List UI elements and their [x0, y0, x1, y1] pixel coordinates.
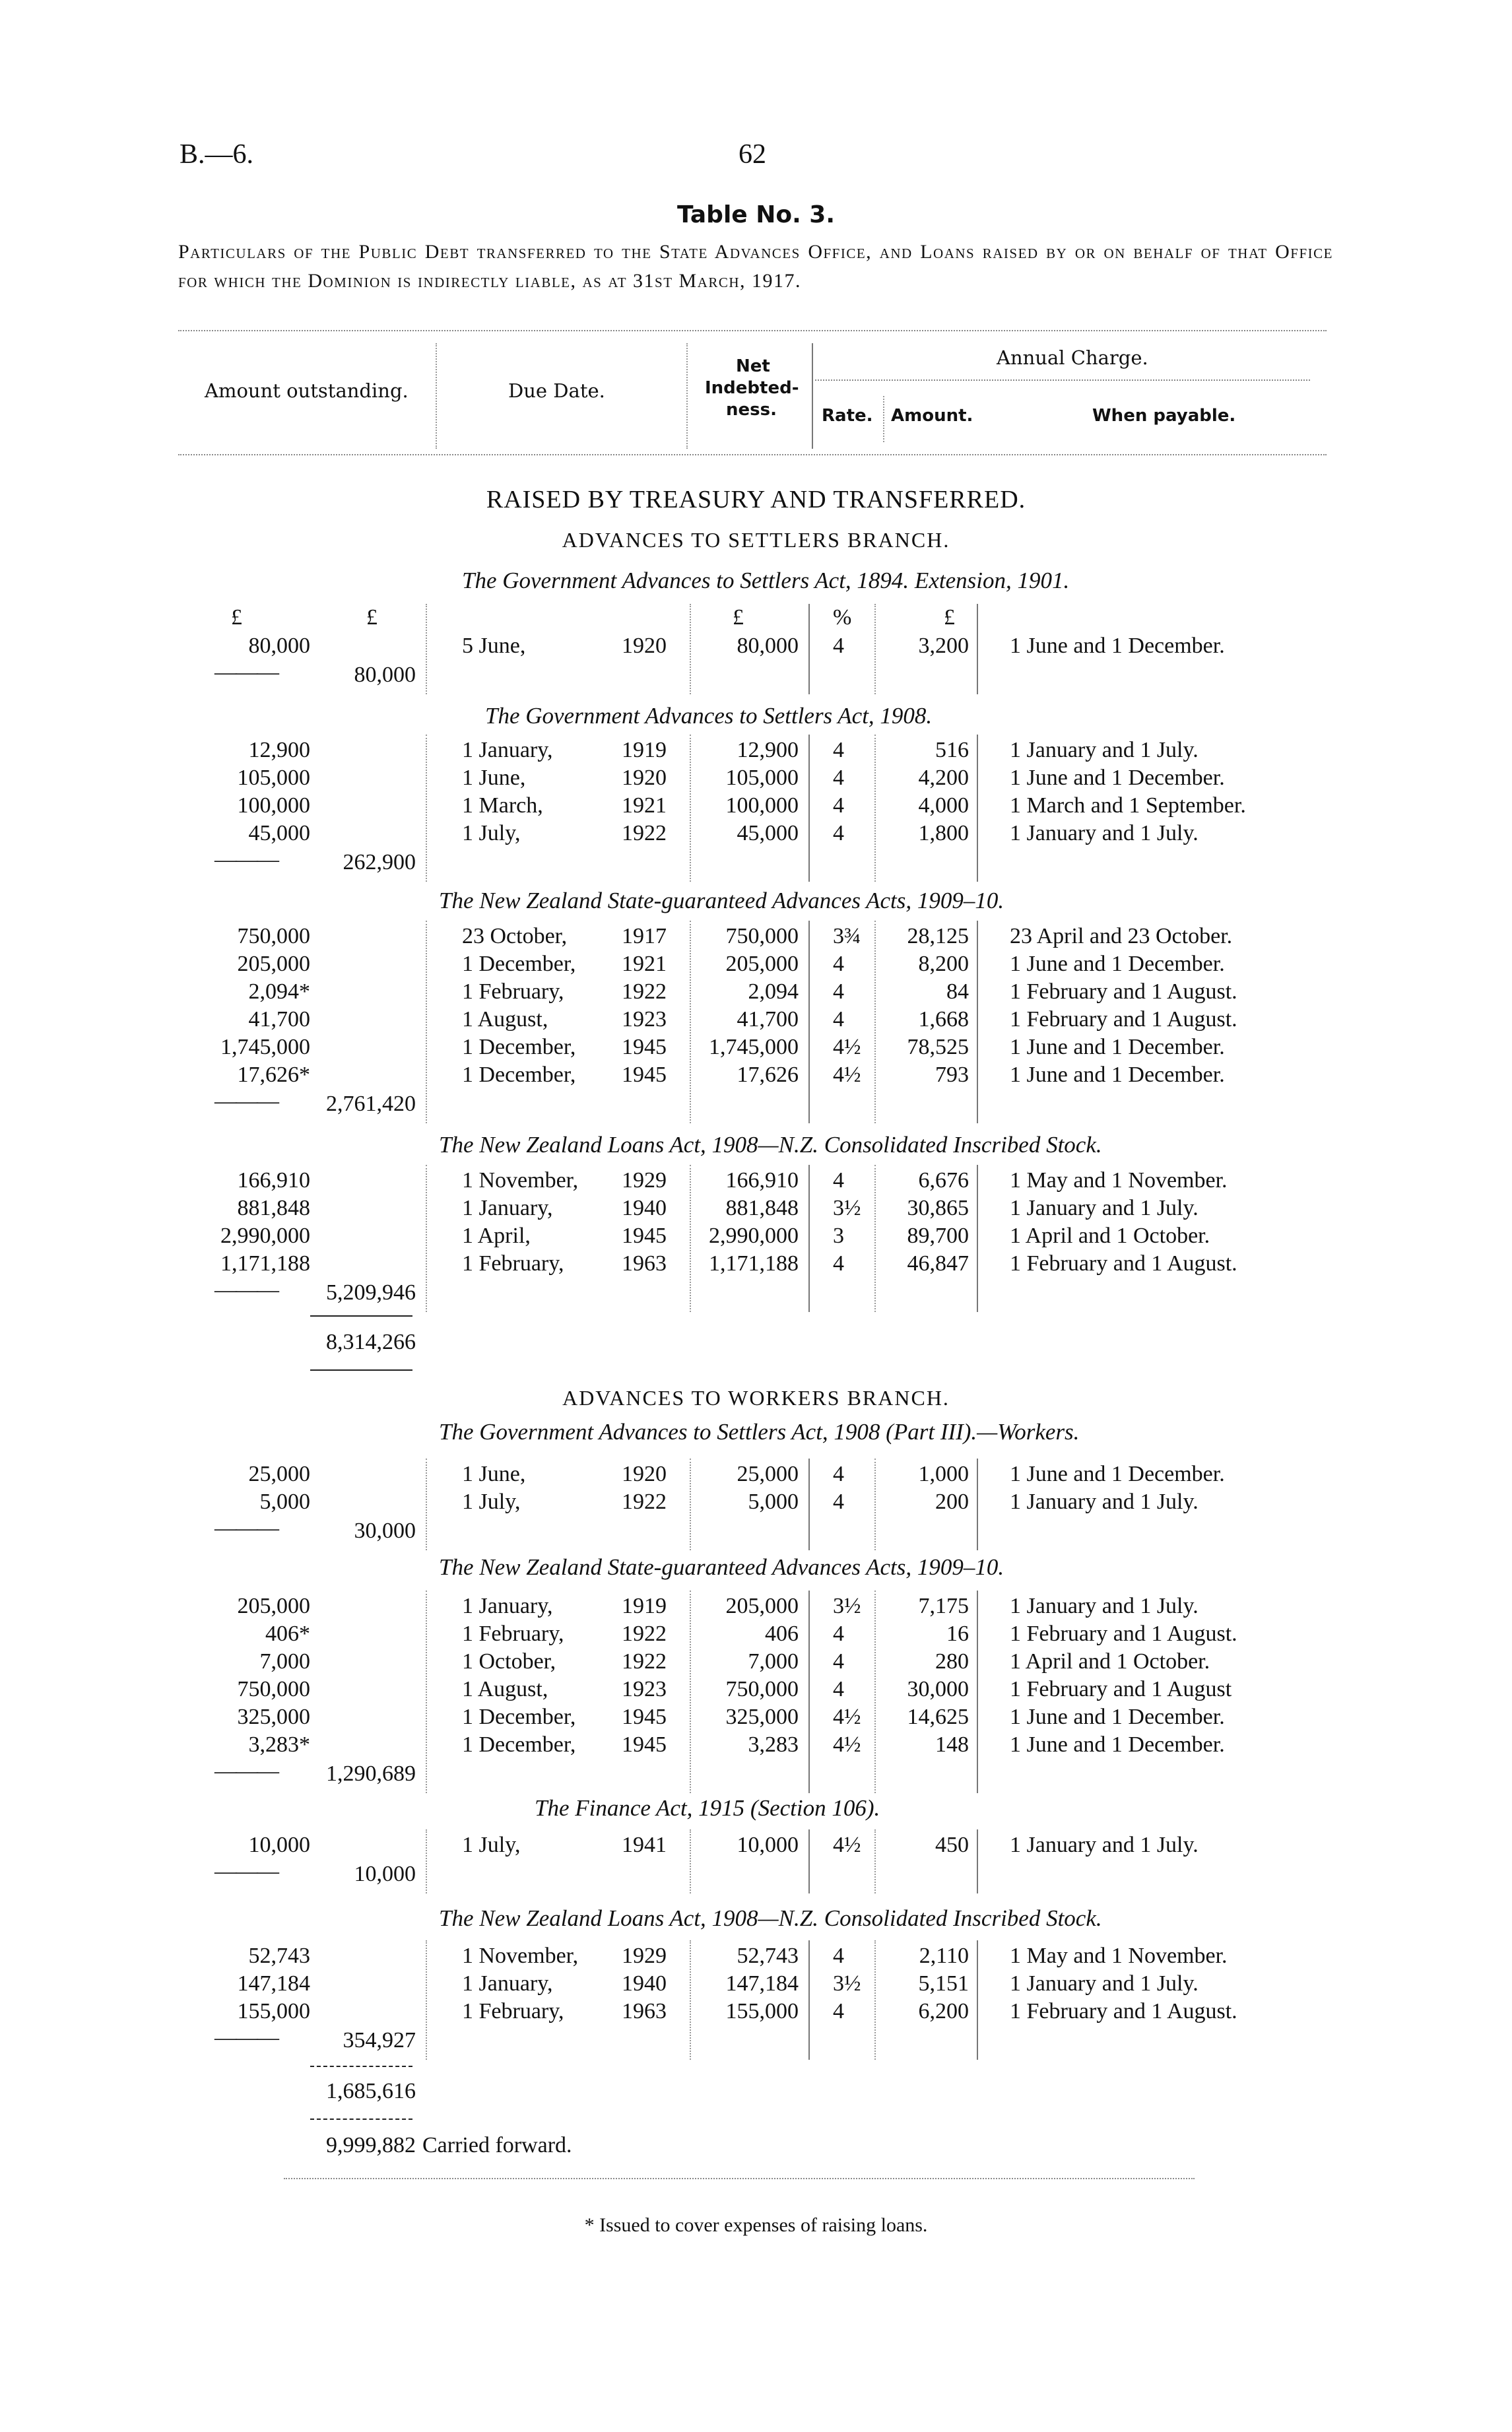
interest-rate: 4 — [833, 1677, 844, 1701]
section-subtotal: 10,000 — [354, 1862, 416, 1886]
amount-outstanding: 10,000 — [248, 1833, 310, 1857]
section-subtotal: 354,927 — [343, 2028, 416, 2053]
due-date: 1 June, — [462, 766, 526, 790]
due-date: 1 December, — [462, 1705, 576, 1729]
due-year: 1919 — [622, 1594, 667, 1618]
when-payable: 1 June and 1 December. — [1010, 1063, 1225, 1087]
column-divider — [977, 1829, 978, 1893]
due-date: 1 November, — [462, 1944, 579, 1968]
due-year: 1922 — [622, 979, 667, 1004]
column-divider — [808, 735, 810, 882]
due-date: 1 December, — [462, 952, 576, 976]
page-number: 62 — [739, 139, 766, 170]
amount-outstanding: 406* — [265, 1622, 310, 1646]
col-amount-outstanding: Amount outstanding. — [205, 379, 409, 402]
due-year: 1963 — [622, 1999, 667, 2023]
when-payable: 1 February and 1 August. — [1010, 1007, 1237, 1032]
annual-amount: 89,700 — [907, 1224, 969, 1248]
column-divider — [977, 604, 978, 694]
settlers-total-underline — [310, 1369, 412, 1371]
when-payable: 1 June and 1 December. — [1010, 952, 1225, 976]
column-divider — [426, 921, 427, 1123]
header-divider — [883, 396, 884, 442]
interest-rate: 4 — [833, 952, 844, 976]
net-indebtedness: 325,000 — [725, 1705, 799, 1729]
column-divider — [874, 735, 876, 882]
section-subtotal: 2,761,420 — [326, 1092, 416, 1116]
annual-amount: 30,865 — [907, 1196, 969, 1220]
when-payable: 1 March and 1 September. — [1010, 793, 1246, 818]
interest-rate: 4 — [833, 979, 844, 1004]
annual-amount: 46,847 — [907, 1251, 969, 1276]
column-divider — [977, 735, 978, 882]
when-payable: 23 April and 23 October. — [1010, 924, 1233, 948]
header-divider — [436, 343, 437, 449]
amount-outstanding: 750,000 — [237, 924, 310, 948]
due-year: 1919 — [622, 738, 667, 762]
due-date: 1 January, — [462, 738, 553, 762]
pound-symbol: £ — [944, 605, 955, 630]
when-payable: 1 February and 1 August. — [1010, 979, 1237, 1004]
subtotal-dash: ——— — [214, 1516, 278, 1540]
interest-rate: 4 — [833, 821, 844, 845]
settlers-total-rule — [310, 1315, 412, 1317]
net-indebtedness: 45,000 — [737, 821, 799, 845]
due-year: 1922 — [622, 1490, 667, 1514]
net-indebtedness: 166,910 — [725, 1168, 799, 1193]
column-divider — [874, 1829, 876, 1893]
when-payable: 1 June and 1 December. — [1010, 1705, 1225, 1729]
due-date: 1 February, — [462, 1251, 564, 1276]
net-indebtedness: 2,990,000 — [709, 1224, 799, 1248]
interest-rate: 4 — [833, 1999, 844, 2023]
annual-amount: 78,525 — [907, 1035, 969, 1059]
column-divider — [874, 604, 876, 694]
column-divider — [690, 1165, 691, 1312]
net-indebtedness: 406 — [765, 1622, 799, 1646]
section-subtotal: 30,000 — [354, 1519, 416, 1543]
column-divider — [690, 921, 691, 1123]
when-payable: 1 June and 1 December. — [1010, 1035, 1225, 1059]
act-heading: The Government Advances to Settlers Act, 1894. Extension, 1901. — [462, 568, 1070, 593]
interest-rate: 4 — [833, 1622, 844, 1646]
workers-total-underline — [310, 2119, 412, 2120]
column-divider — [808, 1459, 810, 1550]
net-indebtedness: 7,000 — [748, 1649, 799, 1674]
annual-amount: 14,625 — [907, 1705, 969, 1729]
workers-branch-total: 1,685,616 — [326, 2079, 416, 2103]
amount-outstanding: 7,000 — [259, 1649, 310, 1674]
annual-amount: 148 — [935, 1732, 969, 1757]
table-number: Table No. 3. — [676, 201, 836, 228]
amount-outstanding: 41,700 — [248, 1007, 310, 1032]
amount-outstanding: 1,171,188 — [220, 1251, 310, 1276]
col-net-1: Net — [736, 356, 770, 376]
column-divider — [808, 1829, 810, 1893]
when-payable: 1 May and 1 November. — [1010, 1168, 1228, 1193]
amount-outstanding: 147,184 — [237, 1971, 310, 1996]
amount-outstanding: 1,745,000 — [220, 1035, 310, 1059]
main-title: RAISED BY TREASURY AND TRANSFERRED. — [486, 486, 1026, 513]
when-payable: 1 June and 1 December. — [1010, 1732, 1225, 1757]
amount-outstanding: 100,000 — [237, 793, 310, 818]
net-indebtedness: 205,000 — [725, 952, 799, 976]
when-payable: 1 February and 1 August. — [1010, 1622, 1237, 1646]
interest-rate: 3½ — [833, 1971, 861, 1996]
amount-outstanding: 166,910 — [237, 1168, 310, 1193]
document-code: B.—6. — [180, 139, 254, 170]
branch-title-workers: ADVANCES TO WORKERS BRANCH. — [562, 1386, 950, 1410]
column-divider — [977, 921, 978, 1123]
due-year: 1920 — [622, 1462, 667, 1486]
subtotal-dash: ——— — [214, 1859, 278, 1884]
column-divider — [874, 921, 876, 1123]
net-indebtedness: 100,000 — [725, 793, 799, 818]
due-year: 1929 — [622, 1168, 667, 1193]
subtotal-dash: ——— — [214, 1278, 278, 1302]
annual-amount: 4,000 — [918, 793, 969, 818]
annual-amount: 6,676 — [918, 1168, 969, 1193]
amount-outstanding: 881,848 — [237, 1196, 310, 1220]
amount-outstanding: 25,000 — [248, 1462, 310, 1486]
net-indebtedness: 3,283 — [748, 1732, 799, 1757]
annual-amount: 2,110 — [919, 1944, 969, 1968]
column-divider — [426, 1940, 427, 2060]
when-payable: 1 January and 1 July. — [1010, 1971, 1199, 1996]
annual-amount: 3,200 — [918, 634, 969, 658]
column-divider — [977, 1165, 978, 1312]
due-year: 1941 — [622, 1833, 667, 1857]
carried-forward-label: Carried forward. — [422, 2133, 572, 2157]
subtotal-dash: ——— — [214, 2025, 278, 2050]
annual-amount: 5,151 — [918, 1971, 969, 1996]
annual-amount: 450 — [935, 1833, 969, 1857]
column-divider — [874, 1459, 876, 1550]
due-year: 1940 — [622, 1971, 667, 1996]
pound-symbol: £ — [231, 605, 242, 630]
interest-rate: 4 — [833, 1944, 844, 1968]
net-indebtedness: 12,900 — [737, 738, 799, 762]
amount-outstanding: 45,000 — [248, 821, 310, 845]
annual-amount: 16 — [946, 1622, 969, 1646]
net-indebtedness: 25,000 — [737, 1462, 799, 1486]
due-year: 1923 — [622, 1007, 667, 1032]
annual-amount: 7,175 — [918, 1594, 969, 1618]
due-year: 1945 — [622, 1732, 667, 1757]
column-divider — [426, 1459, 427, 1550]
column-divider — [808, 604, 810, 694]
when-payable: 1 January and 1 July. — [1010, 1196, 1199, 1220]
when-payable: 1 April and 1 October. — [1010, 1649, 1210, 1674]
net-indebtedness: 750,000 — [725, 924, 799, 948]
amount-outstanding: 80,000 — [248, 634, 310, 658]
net-indebtedness: 1,745,000 — [709, 1035, 799, 1059]
due-date: 1 December, — [462, 1035, 576, 1059]
due-date: 1 October, — [462, 1649, 556, 1674]
due-date: 1 February, — [462, 1999, 564, 2023]
net-indebtedness: 155,000 — [725, 1999, 799, 2023]
when-payable: 1 January and 1 July. — [1010, 1594, 1199, 1618]
amount-outstanding: 17,626* — [237, 1063, 310, 1087]
annual-amount: 1,000 — [918, 1462, 969, 1486]
due-year: 1921 — [622, 952, 667, 976]
net-indebtedness: 17,626 — [737, 1063, 799, 1087]
when-payable: 1 February and 1 August. — [1010, 1999, 1237, 2023]
when-payable: 1 June and 1 December. — [1010, 634, 1225, 658]
column-divider — [426, 1591, 427, 1793]
due-date: 1 June, — [462, 1462, 526, 1486]
interest-rate: 4 — [833, 766, 844, 790]
when-payable: 1 June and 1 December. — [1010, 766, 1225, 790]
due-date: 1 July, — [462, 1833, 521, 1857]
net-indebtedness: 1,171,188 — [709, 1251, 799, 1276]
workers-total-rule — [310, 2066, 412, 2067]
subtotal-dash: ——— — [214, 660, 278, 684]
header-bottom-rule — [178, 454, 1327, 455]
annual-amount: 793 — [935, 1063, 969, 1087]
when-payable: 1 February and 1 August — [1010, 1677, 1232, 1701]
when-payable: 1 January and 1 July. — [1010, 821, 1199, 845]
due-year: 1921 — [622, 793, 667, 818]
net-indebtedness: 750,000 — [725, 1677, 799, 1701]
interest-rate: 4½ — [833, 1705, 861, 1729]
amount-outstanding: 3,283* — [248, 1732, 310, 1757]
column-divider — [426, 604, 427, 694]
annual-amount: 200 — [935, 1490, 969, 1514]
branch-title-settlers: ADVANCES TO SETTLERS BRANCH. — [562, 528, 950, 552]
interest-rate: 4 — [833, 793, 844, 818]
annual-charge-rule — [815, 379, 1310, 381]
header-top-rule — [178, 330, 1327, 331]
act-heading: The New Zealand Loans Act, 1908—N.Z. Consolidated Inscribed Stock. — [439, 1905, 1102, 1931]
interest-rate: 4 — [833, 634, 844, 658]
annual-amount: 1,800 — [918, 821, 969, 845]
col-rate: Rate. — [822, 406, 873, 426]
column-divider — [690, 604, 691, 694]
amount-outstanding: 105,000 — [237, 766, 310, 790]
when-payable: 1 January and 1 July. — [1010, 738, 1199, 762]
subtotal-dash: ——— — [214, 1089, 278, 1113]
interest-rate: 4½ — [833, 1732, 861, 1757]
due-year: 1963 — [622, 1251, 667, 1276]
net-indebtedness: 80,000 — [737, 634, 799, 658]
col-net-2: Indebted- — [705, 378, 799, 398]
annual-amount: 30,000 — [907, 1677, 969, 1701]
interest-rate: 4 — [833, 1490, 844, 1514]
due-year: 1922 — [622, 821, 667, 845]
interest-rate: 3½ — [833, 1594, 861, 1618]
column-divider — [808, 1940, 810, 2060]
when-payable: 1 April and 1 October. — [1010, 1224, 1210, 1248]
annual-amount: 6,200 — [918, 1999, 969, 2023]
column-divider — [808, 1591, 810, 1793]
pound-symbol: £ — [366, 605, 378, 630]
column-divider — [426, 735, 427, 882]
amount-outstanding: 12,900 — [248, 738, 310, 762]
due-year: 1945 — [622, 1705, 667, 1729]
due-year: 1929 — [622, 1944, 667, 1968]
due-year: 1945 — [622, 1224, 667, 1248]
column-divider — [977, 1591, 978, 1793]
column-divider — [426, 1165, 427, 1312]
interest-rate: 4½ — [833, 1035, 861, 1059]
column-divider — [808, 1165, 810, 1312]
due-date: 1 February, — [462, 1622, 564, 1646]
column-divider — [690, 1829, 691, 1893]
annual-amount: 1,668 — [918, 1007, 969, 1032]
amount-outstanding: 52,743 — [248, 1944, 310, 1968]
annual-amount: 28,125 — [907, 924, 969, 948]
due-date: 1 July, — [462, 1490, 521, 1514]
due-date: 5 June, — [462, 634, 526, 658]
when-payable: 1 February and 1 August. — [1010, 1251, 1237, 1276]
when-payable: 1 June and 1 December. — [1010, 1462, 1225, 1486]
col-annual-charge: Annual Charge. — [997, 346, 1148, 369]
column-divider — [690, 735, 691, 882]
column-divider — [874, 1165, 876, 1312]
due-date: 1 April, — [462, 1224, 531, 1248]
column-divider — [690, 1940, 691, 2060]
annual-amount: 280 — [935, 1649, 969, 1674]
due-year: 1945 — [622, 1035, 667, 1059]
act-heading: The New Zealand State-guaranteed Advances Acts, 1909–10. — [439, 1554, 1004, 1580]
net-indebtedness: 2,094 — [748, 979, 799, 1004]
column-divider — [690, 1591, 691, 1793]
due-year: 1920 — [622, 634, 667, 658]
interest-rate: 3½ — [833, 1196, 861, 1220]
act-heading: The Government Advances to Settlers Act, 1908 (Part III).—Workers. — [439, 1419, 1080, 1445]
act-heading: The Government Advances to Settlers Act, 1908. — [485, 703, 933, 729]
col-amount: Amount. — [891, 406, 973, 426]
due-year: 1923 — [622, 1677, 667, 1701]
col-net-3: ness. — [726, 400, 777, 420]
interest-rate: 4 — [833, 1168, 844, 1193]
header-divider — [686, 343, 688, 449]
net-indebtedness: 5,000 — [748, 1490, 799, 1514]
due-date: 1 August, — [462, 1677, 548, 1701]
col-when-payable: When payable. — [1092, 406, 1236, 426]
footnote: * Issued to cover expenses of raising loans. — [584, 2214, 928, 2236]
interest-rate: 4 — [833, 738, 844, 762]
act-heading: The New Zealand State-guaranteed Advances Acts, 1909–10. — [439, 888, 1004, 913]
due-date: 1 December, — [462, 1732, 576, 1757]
net-indebtedness: 52,743 — [737, 1944, 799, 1968]
percent-symbol: % — [833, 605, 852, 630]
column-divider — [808, 921, 810, 1123]
net-indebtedness: 105,000 — [725, 766, 799, 790]
interest-rate: 4 — [833, 1251, 844, 1276]
section-subtotal: 262,900 — [343, 850, 416, 874]
interest-rate: 4 — [833, 1007, 844, 1032]
when-payable: 1 January and 1 July. — [1010, 1490, 1199, 1514]
due-date: 1 December, — [462, 1063, 576, 1087]
column-divider — [874, 1940, 876, 2060]
column-divider — [977, 1459, 978, 1550]
interest-rate: 3 — [833, 1224, 844, 1248]
column-divider — [977, 1940, 978, 2060]
column-divider — [426, 1829, 427, 1893]
amount-outstanding: 205,000 — [237, 1594, 310, 1618]
amount-outstanding: 750,000 — [237, 1677, 310, 1701]
due-year: 1940 — [622, 1196, 667, 1220]
carried-forward-amount: 9,999,882 — [326, 2133, 416, 2157]
section-subtotal: 1,290,689 — [326, 1761, 416, 1786]
interest-rate: 3¾ — [833, 924, 861, 948]
due-year: 1945 — [622, 1063, 667, 1087]
interest-rate: 4½ — [833, 1063, 861, 1087]
amount-outstanding: 2,990,000 — [220, 1224, 310, 1248]
due-date: 1 November, — [462, 1168, 579, 1193]
amount-outstanding: 2,094* — [248, 979, 310, 1004]
due-date: 1 March, — [462, 793, 543, 818]
due-date: 23 October, — [462, 924, 568, 948]
net-indebtedness: 41,700 — [737, 1007, 799, 1032]
due-date: 1 January, — [462, 1971, 553, 1996]
interest-rate: 4 — [833, 1649, 844, 1674]
column-divider — [690, 1459, 691, 1550]
col-due-date: Due Date. — [508, 379, 605, 402]
column-divider — [874, 1591, 876, 1793]
amount-outstanding: 205,000 — [237, 952, 310, 976]
amount-outstanding: 155,000 — [237, 1999, 310, 2023]
annual-amount: 4,200 — [918, 766, 969, 790]
act-heading: The New Zealand Loans Act, 1908—N.Z. Consolidated Inscribed Stock. — [439, 1132, 1102, 1158]
when-payable: 1 May and 1 November. — [1010, 1944, 1228, 1968]
due-date: 1 August, — [462, 1007, 548, 1032]
due-year: 1917 — [622, 924, 667, 948]
due-date: 1 July, — [462, 821, 521, 845]
due-date: 1 January, — [462, 1594, 553, 1618]
settlers-branch-total: 8,314,266 — [326, 1330, 416, 1354]
net-indebtedness: 147,184 — [725, 1971, 799, 1996]
amount-outstanding: 5,000 — [259, 1490, 310, 1514]
footer-rule — [284, 2178, 1195, 2179]
section-subtotal: 80,000 — [354, 663, 416, 687]
subtotal-dash: ——— — [214, 847, 278, 872]
when-payable: 1 January and 1 July. — [1010, 1833, 1199, 1857]
table-description: Particulars of the Public Debt transferred to the State Advances Office, and Loans raised by or on behalf of that Office for which the Dominion is indirectly liable, as at 31st March, 1917. — [178, 241, 1333, 292]
section-subtotal: 5,209,946 — [326, 1280, 416, 1305]
annual-amount: 84 — [946, 979, 969, 1004]
interest-rate: 4 — [833, 1462, 844, 1486]
net-indebtedness: 205,000 — [725, 1594, 799, 1618]
due-year: 1920 — [622, 766, 667, 790]
net-indebtedness: 881,848 — [725, 1196, 799, 1220]
due-date: 1 January, — [462, 1196, 553, 1220]
net-indebtedness: 10,000 — [737, 1833, 799, 1857]
act-heading: The Finance Act, 1915 (Section 106). — [535, 1795, 880, 1821]
header-divider — [812, 343, 813, 449]
annual-amount: 8,200 — [918, 952, 969, 976]
subtotal-dash: ——— — [214, 1759, 278, 1783]
pound-symbol: £ — [733, 605, 744, 630]
due-year: 1922 — [622, 1622, 667, 1646]
annual-amount: 516 — [935, 738, 969, 762]
due-year: 1922 — [622, 1649, 667, 1674]
amount-outstanding: 325,000 — [237, 1705, 310, 1729]
interest-rate: 4½ — [833, 1833, 861, 1857]
due-date: 1 February, — [462, 979, 564, 1004]
